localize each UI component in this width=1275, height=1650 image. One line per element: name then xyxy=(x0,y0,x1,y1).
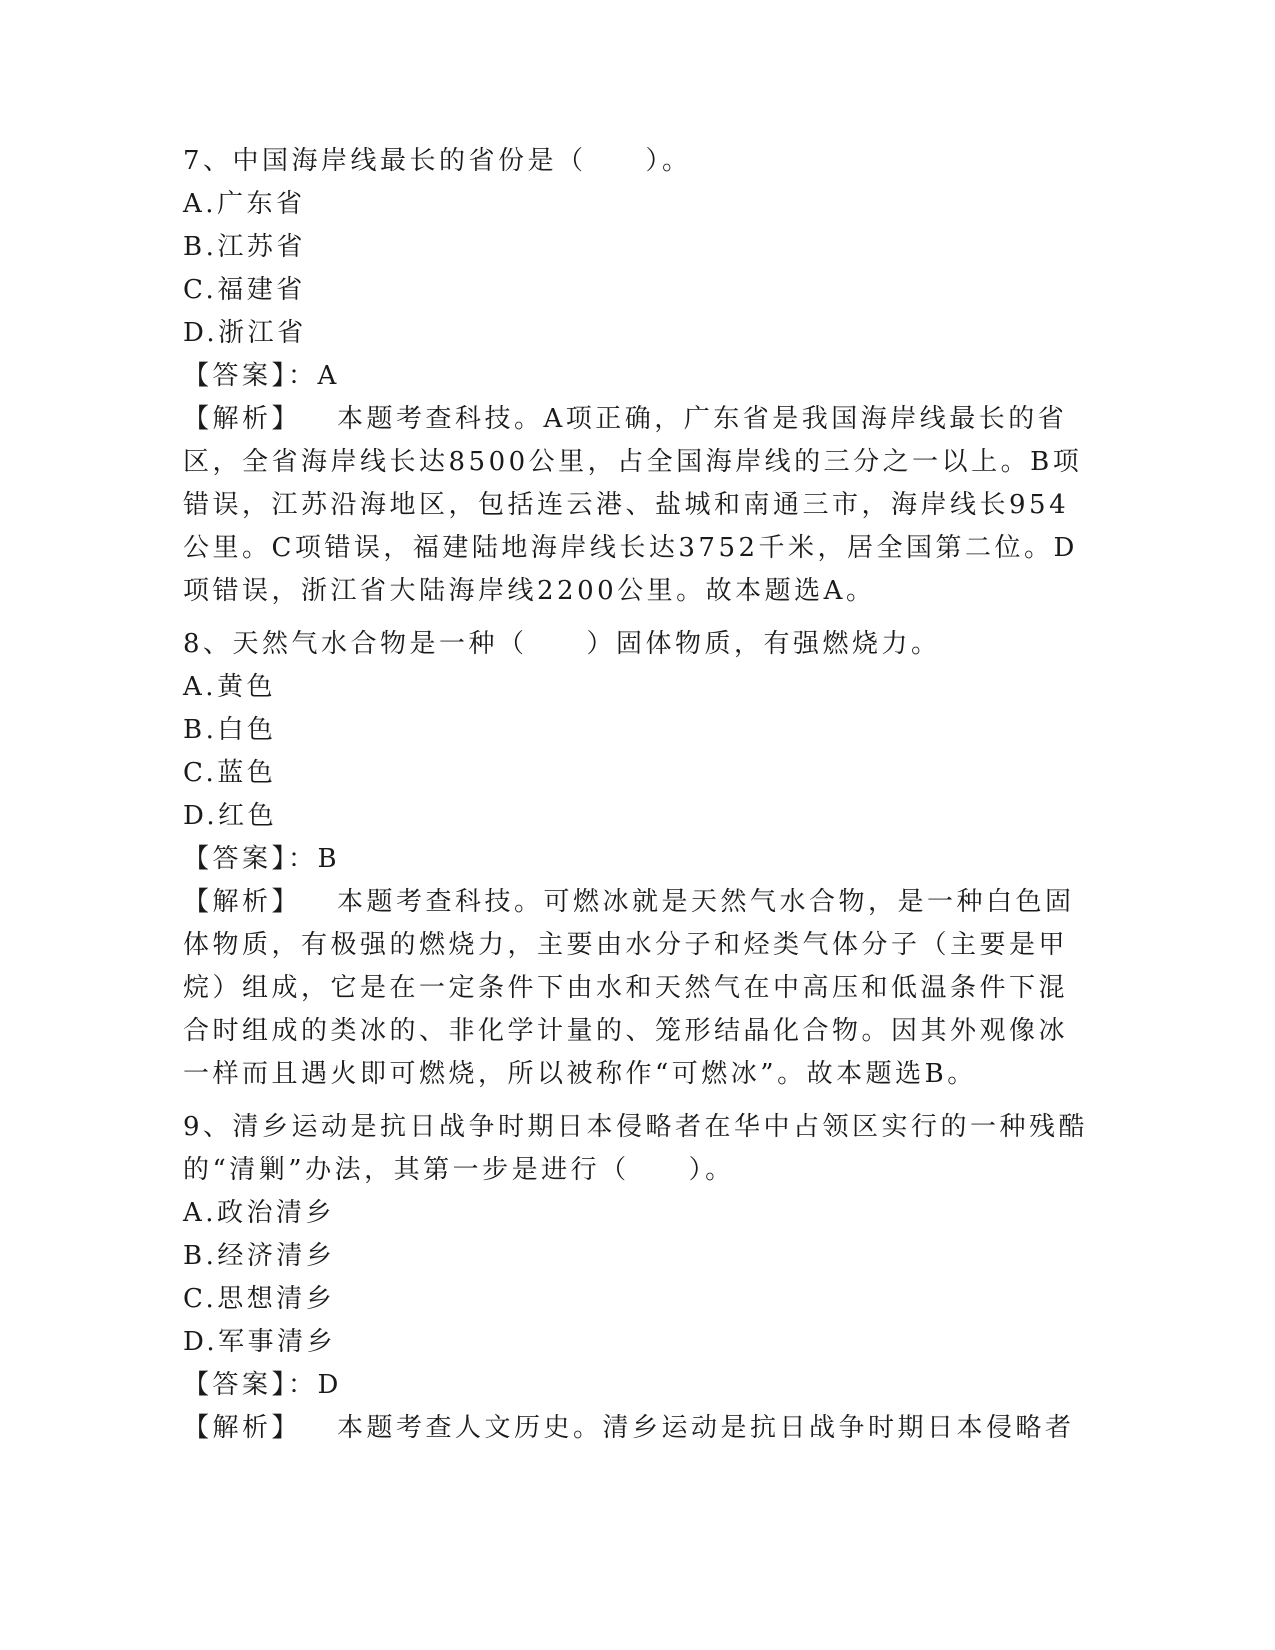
answer-line xyxy=(183,838,1063,881)
option-b: B.江苏省 xyxy=(183,232,306,262)
option-c: C.蓝色 xyxy=(183,758,277,788)
analysis-text: 公里。C项错误，福建陆地海岸线长达3752千米，居全国第二位。D xyxy=(183,533,1078,563)
analysis-line xyxy=(183,881,1075,924)
answer-label: 【答案】： xyxy=(183,361,318,391)
analysis-label: 【解析】 xyxy=(183,1413,302,1443)
answer-label: 【答案】： xyxy=(183,1370,318,1400)
option-b: B.经济清乡 xyxy=(183,1241,336,1271)
option-d: D.军事清乡 xyxy=(183,1327,337,1357)
question-7 xyxy=(183,140,1083,613)
analysis-line xyxy=(183,398,1068,441)
analysis-text: 本题考查科技。A项正确，广东省是我国海岸线最长的省 xyxy=(337,404,1068,434)
document-page xyxy=(183,140,1089,1450)
option-d: D.浙江省 xyxy=(183,318,307,348)
question-stem: 7、中国海岸线最长的省份是（ ）。 xyxy=(183,146,692,176)
analysis-label: 【解析】 xyxy=(183,404,302,434)
answer-value: B xyxy=(317,844,341,874)
analysis-text: 本题考查科技。可燃冰就是天然气水合物，是一种白色固 xyxy=(337,887,1075,917)
answer-value: A xyxy=(317,361,340,391)
option-d: D.红色 xyxy=(183,801,278,831)
option-a: A.黄色 xyxy=(183,672,277,702)
question-stem: 的“清剿”办法，其第一步是进行（ ）。 xyxy=(183,1155,735,1185)
option-c: C.思想清乡 xyxy=(183,1284,336,1314)
analysis-text: 项错误，浙江省大陆海岸线2200公里。故本题选A。 xyxy=(183,576,876,606)
answer-line xyxy=(183,1364,1063,1407)
answer-value: D xyxy=(317,1370,342,1400)
analysis-text: 合时组成的类冰的、非化学计量的、笼形结晶化合物。因其外观像冰 xyxy=(183,1016,1069,1046)
answer-line xyxy=(183,355,1063,398)
option-b: B.白色 xyxy=(183,715,277,745)
option-a: A.广东省 xyxy=(183,189,306,219)
analysis-text: 本题考查人文历史。清乡运动是抗日战争时期日本侵略者 xyxy=(337,1413,1075,1443)
option-a: A.政治清乡 xyxy=(183,1198,336,1228)
answer-label: 【答案】： xyxy=(183,844,318,874)
analysis-text: 一样而且遇火即可燃烧，所以被称作“可燃冰”。故本题选B。 xyxy=(183,1059,977,1089)
question-stem: 9、清乡运动是抗日战争时期日本侵略者在华中占领区实行的一种残酷 xyxy=(183,1112,1089,1142)
analysis-line xyxy=(183,1407,1075,1450)
analysis-text: 体物质，有极强的燃烧力，主要由水分子和烃类气体分子（主要是甲 xyxy=(183,930,1069,960)
analysis-text: 烷）组成，它是在一定条件下由水和天然气在中高压和低温条件下混 xyxy=(183,973,1069,1003)
analysis-text: 区，全省海岸线长达8500公里，占全国海岸线的三分之一以上。B项 xyxy=(183,447,1083,477)
question-8 xyxy=(183,623,1075,1096)
question-9 xyxy=(183,1106,1089,1450)
option-c: C.福建省 xyxy=(183,275,306,305)
question-stem: 8、天然气水合物是一种（ ）固体物质，有强燃烧力。 xyxy=(183,629,941,659)
analysis-label: 【解析】 xyxy=(183,887,302,917)
analysis-text: 错误，江苏沿海地区，包括连云港、盐城和南通三市，海岸线长954 xyxy=(183,490,1070,520)
